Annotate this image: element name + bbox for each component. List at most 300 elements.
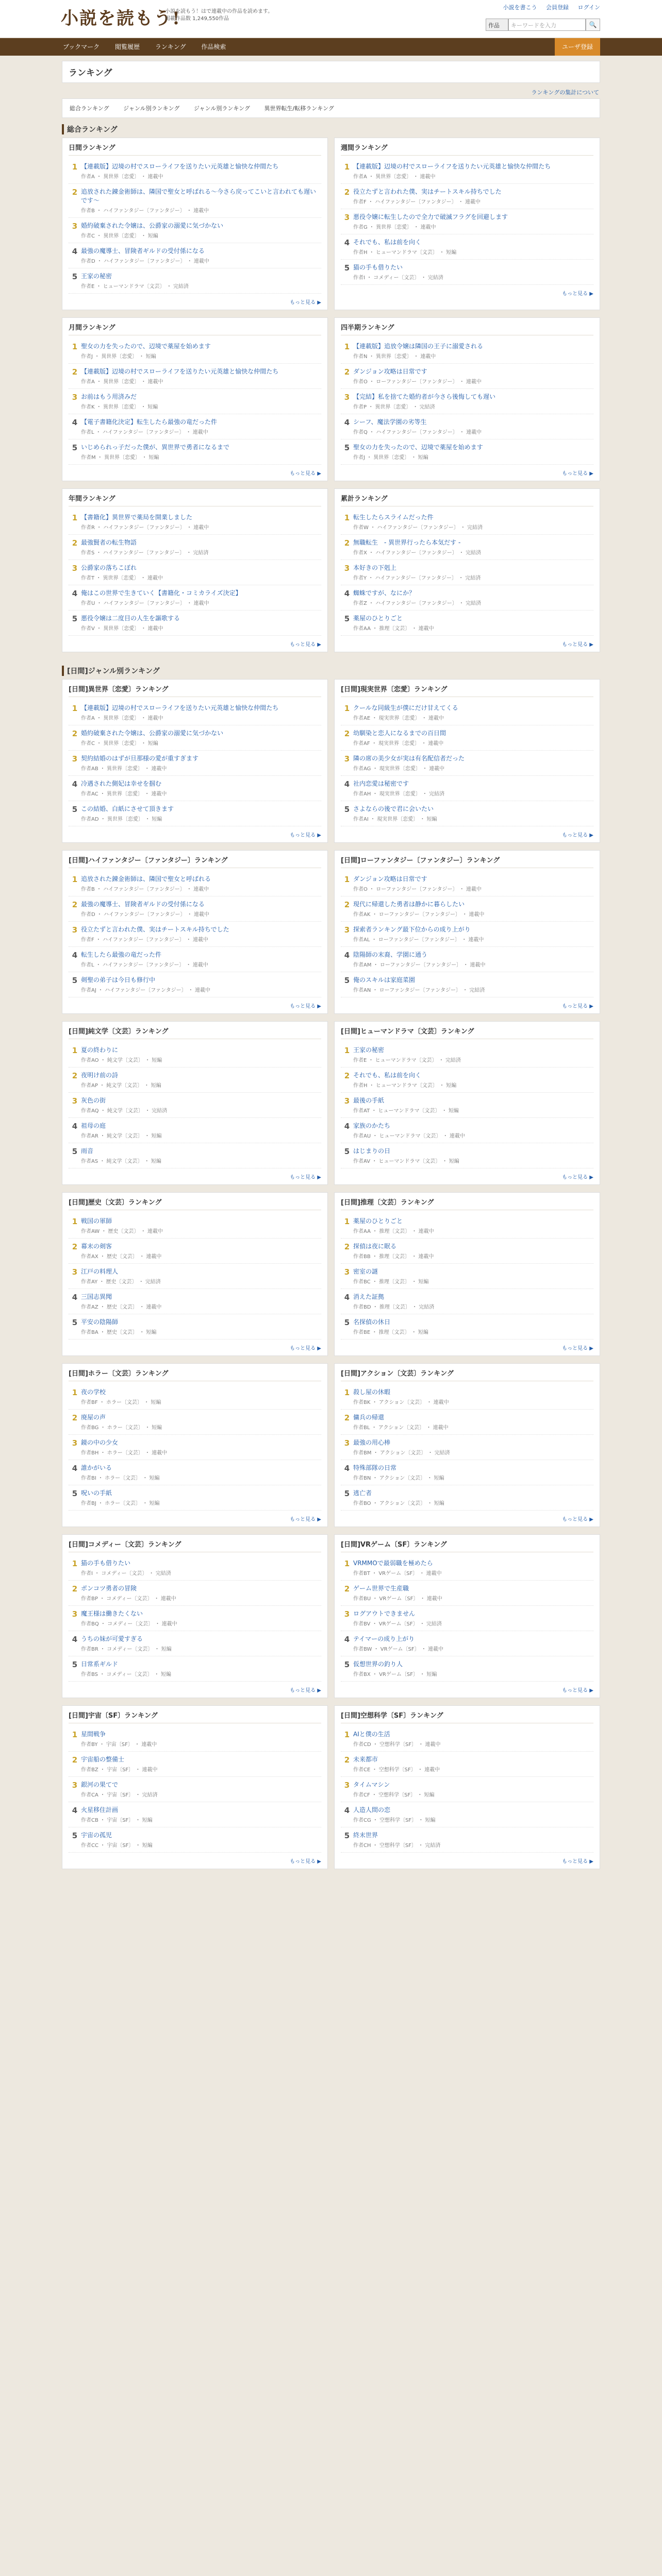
more-link[interactable]: もっと見る ▶ [562, 471, 593, 477]
work-title-link[interactable]: 追放された錬金術師は、隣国で聖女と呼ばれる [81, 875, 211, 883]
tab-isekai[interactable]: 異世界転生/転移ランキング [264, 105, 334, 112]
ranking-entry [81, 1781, 321, 1798]
ranking-row[interactable] [69, 243, 321, 268]
ranking-row[interactable] [341, 922, 593, 947]
work-title-link[interactable]: 雨音 [81, 1147, 94, 1155]
ranking-row[interactable] [69, 1555, 321, 1581]
work-meta: 作者D ・ ハイファンタジー〔ファンタジー〕 ・ 連載中 [81, 912, 209, 918]
ranking-row[interactable] [69, 268, 321, 294]
link-login[interactable]: ログイン [577, 4, 600, 11]
work-title-link[interactable]: 猫の手も借りたい [353, 264, 403, 271]
work-title-link[interactable]: 【連載版】追放令嬢は隣国の王子に溺愛される [353, 343, 484, 350]
ranking-row[interactable] [69, 922, 321, 947]
ranking-row[interactable] [341, 1631, 593, 1656]
rank-number: 5 [344, 263, 350, 273]
rank-number: 2 [72, 900, 78, 909]
work-title-link[interactable]: 悪役令嬢に転生したので全力で破滅フラグを回避します [353, 213, 508, 221]
work-title-link[interactable]: 家族のかたち [353, 1122, 391, 1129]
ranking-row[interactable] [69, 972, 321, 997]
work-title-link[interactable]: 探索者ランキング最下位からの成り上がり [353, 926, 471, 933]
ranking-row[interactable] [341, 1143, 593, 1168]
work-meta: 作者AH ・ 現実世界〔恋愛〕 ・ 完結済 [353, 791, 445, 797]
work-title-link[interactable]: 最強の用心棒 [353, 1439, 391, 1446]
work-meta: 作者Q ・ ハイファンタジー〔ファンタジー〕 ・ 連載中 [353, 430, 482, 435]
rank-number: 4 [72, 1635, 78, 1644]
work-title-link[interactable]: 俺はこの世界で生きていく【書籍化・コミカライズ決定】 [81, 589, 242, 597]
more-link[interactable]: もっと見る ▶ [290, 1517, 321, 1522]
work-title-link[interactable]: 夏の終わりに [81, 1046, 119, 1054]
more-link[interactable]: もっと見る ▶ [290, 471, 321, 477]
ranking-row[interactable] [341, 1410, 593, 1435]
work-title-link[interactable]: クールな同級生が僕にだけ甘えてくる [353, 704, 458, 711]
work-title-link[interactable]: 【連載版】辺境の村でスローライフを送りたい元英雄と愉快な仲間たち [81, 368, 279, 375]
ranking-row[interactable] [69, 1239, 321, 1264]
ranking-row[interactable] [341, 700, 593, 725]
work-title-link[interactable]: 最強賢者の転生物語 [81, 539, 137, 546]
work-title-link[interactable]: 薬屋のひとりごと [353, 615, 403, 622]
work-title-link[interactable]: AIと僕の生活 [353, 1731, 390, 1738]
work-title-link[interactable]: 【電子書籍化決定】転生したら最強の竜だった件 [81, 418, 218, 426]
more-link[interactable]: もっと見る ▶ [290, 1859, 321, 1865]
more-link[interactable]: もっと見る ▶ [562, 1175, 593, 1180]
work-title-link[interactable]: 追放された錬金術師は、隣国で聖女と呼ばれる〜今さら戻ってこいと言われても遅いです〜 [81, 188, 317, 204]
ranking-row[interactable] [69, 184, 321, 218]
ranking-entry [81, 162, 321, 180]
ranking-row[interactable] [69, 801, 321, 826]
ranking-entry [353, 1267, 593, 1285]
search-box [486, 19, 600, 31]
work-title-link[interactable]: 戦国の軍師 [81, 1217, 112, 1225]
ranking-entry [81, 367, 321, 385]
ranking-entry [353, 614, 593, 632]
more-link[interactable]: もっと見る ▶ [562, 1688, 593, 1693]
work-meta: 作者BA ・ 歴史〔文芸〕 ・ 短編 [81, 1330, 157, 1335]
work-title-link[interactable]: テイマーの成り上がり [353, 1635, 415, 1642]
ranking-box [334, 317, 600, 481]
work-title-link[interactable]: 三国志異聞 [81, 1293, 112, 1300]
work-title-link[interactable]: タイムマシン [353, 1781, 390, 1788]
work-title-link[interactable]: 宇宙船の整備士 [81, 1756, 125, 1763]
ranking-row[interactable] [341, 260, 593, 285]
more-link[interactable]: もっと見る ▶ [562, 1517, 593, 1522]
work-title-link[interactable]: 逃亡者 [353, 1489, 372, 1497]
more-link[interactable]: もっと見る ▶ [290, 1004, 321, 1009]
ranking-row[interactable] [69, 1213, 321, 1239]
ranking-row[interactable] [341, 184, 593, 209]
nav-ranking[interactable]: ランキング [155, 43, 186, 50]
ranking-row[interactable] [69, 1067, 321, 1093]
work-title-link[interactable]: 契約結婚のはずが旦那様の愛が重すぎます [81, 755, 199, 762]
work-title-link[interactable]: 夜明け前の詩 [81, 1072, 119, 1079]
work-title-link[interactable]: 最強の魔導士、冒険者ギルドの受付係になる [81, 247, 205, 255]
work-title-link[interactable]: 殺し屋の休暇 [353, 1388, 391, 1396]
ranking-entry [353, 263, 593, 281]
ranking-row[interactable] [69, 414, 321, 439]
rank-number: 1 [344, 1388, 350, 1397]
ranking-row[interactable] [69, 1384, 321, 1410]
work-title-link[interactable]: お前はもう用済みだ [81, 393, 137, 400]
work-title-link[interactable]: 星間戦争 [81, 1731, 106, 1738]
ranking-row[interactable] [341, 776, 593, 801]
work-title-link[interactable]: 人造人間の恋 [353, 1806, 391, 1814]
work-title-link[interactable]: 王家の秘密 [353, 1046, 385, 1054]
work-title-link[interactable]: 薬屋のひとりごと [353, 1217, 403, 1225]
ranking-row[interactable] [69, 1042, 321, 1067]
work-title-link[interactable]: 最後の手紙 [353, 1097, 385, 1104]
tab-genre-2[interactable]: ジャンル別ランキング [193, 105, 251, 112]
ranking-row[interactable] [69, 947, 321, 972]
work-title-link[interactable]: 【連載版】辺境の村でスローライフを送りたい元英雄と愉快な仲間たち [353, 163, 551, 170]
work-title-link[interactable]: 剣聖の弟子は今日も修行中 [81, 976, 156, 984]
work-title-link[interactable]: 役立たずと言われた僕、実はチートスキル持ちでした [81, 926, 229, 933]
ranking-row[interactable] [341, 1656, 593, 1682]
ranking-about-link[interactable]: ランキングの集計について [531, 89, 599, 96]
ranking-row[interactable] [69, 535, 321, 560]
work-meta: 作者AL ・ ローファンタジー〔ファンタジー〕 ・ 連載中 [353, 937, 484, 943]
ranking-row[interactable] [69, 1410, 321, 1435]
work-title-link[interactable]: 現代に帰還した勇者は静かに暮らしたい [353, 901, 465, 908]
ranking-row[interactable] [69, 1264, 321, 1289]
work-title-link[interactable]: ダンジョン攻略は日常です [353, 875, 427, 883]
ranking-row[interactable] [341, 751, 593, 776]
ranking-row[interactable] [341, 611, 593, 636]
rank-number: 1 [72, 704, 78, 713]
work-meta: 作者BC ・ 推理〔文芸〕 ・ 短編 [353, 1279, 429, 1285]
work-meta: 作者B ・ ハイファンタジー〔ファンタジー〕 ・ 連載中 [81, 887, 209, 892]
ranking-row[interactable] [69, 1777, 321, 1802]
ranking-entry [353, 729, 593, 747]
work-title-link[interactable]: ログアウトできません [353, 1610, 416, 1617]
work-title-link[interactable]: 銀河の果てで [81, 1781, 119, 1788]
ranking-row[interactable] [341, 1239, 593, 1264]
more-link[interactable]: もっと見る ▶ [562, 1859, 593, 1865]
work-title-link[interactable]: 廃屋の声 [81, 1414, 106, 1421]
ranking-entry [353, 754, 593, 772]
ranking-row[interactable] [341, 1118, 593, 1143]
ranking-row[interactable] [69, 1752, 321, 1777]
more-link[interactable]: もっと見る ▶ [562, 291, 593, 297]
ranking-row[interactable] [341, 972, 593, 997]
more-link[interactable]: もっと見る ▶ [562, 642, 593, 648]
ranking-row[interactable] [69, 896, 321, 922]
ranking-row[interactable] [69, 871, 321, 896]
ranking-row[interactable] [341, 1435, 593, 1460]
more-link[interactable]: もっと見る ▶ [562, 833, 593, 838]
link-write[interactable]: 小説を書こう [503, 4, 537, 11]
ranking-row[interactable] [341, 896, 593, 922]
work-title-link[interactable]: 誰かがいる [81, 1464, 112, 1471]
work-title-link[interactable]: 江戸の料理人 [81, 1268, 119, 1275]
search-button[interactable]: 🔍 [586, 19, 600, 31]
more-link[interactable]: もっと見る ▶ [290, 1688, 321, 1693]
ranking-row[interactable] [69, 1143, 321, 1168]
ranking-row[interactable] [341, 560, 593, 585]
nav-user-register[interactable]: ユーザ登録 [555, 38, 600, 56]
ranking-row[interactable] [341, 1802, 593, 1827]
ranking-row[interactable] [341, 1555, 593, 1581]
more-link[interactable]: もっと見る ▶ [562, 1346, 593, 1351]
ranking-row[interactable] [341, 1264, 593, 1289]
ranking-entry [81, 1096, 321, 1114]
work-meta: 作者AB ・ 異世界〔恋愛〕 ・ 連載中 [81, 766, 167, 772]
link-register[interactable]: 会員登録 [546, 4, 569, 11]
ranking-row[interactable] [69, 1289, 321, 1314]
ranking-row[interactable] [341, 1777, 593, 1802]
ranking-box [334, 1192, 600, 1356]
nav-search[interactable]: 作品検索 [201, 43, 226, 50]
work-title-link[interactable]: 婚約破棄された令嬢は、公爵家の溺愛に気づかない [81, 222, 224, 229]
search-select[interactable]: 作品 [486, 19, 508, 31]
more-link[interactable]: もっと見る ▶ [290, 642, 321, 648]
work-title-link[interactable]: 【連載版】辺境の村でスローライフを送りたい元英雄と愉快な仲間たち [81, 704, 279, 711]
rank-number: 4 [72, 247, 78, 256]
ranking-row[interactable] [69, 776, 321, 801]
work-title-link[interactable]: 魔王様は働きたくない [81, 1610, 143, 1617]
work-title-link[interactable]: 無職転生 - 異世界行ったら本気だす - [353, 539, 461, 546]
work-title-link[interactable]: 幕末の剣客 [81, 1243, 112, 1250]
ranking-row[interactable] [69, 1726, 321, 1752]
work-title-link[interactable]: 俺のスキルは家庭菜園 [353, 976, 415, 984]
more-link[interactable]: もっと見る ▶ [290, 833, 321, 838]
work-title-link[interactable]: それでも、私は前を向く [353, 1072, 422, 1079]
ranking-row[interactable] [341, 1384, 593, 1410]
work-title-link[interactable]: 呪いの手紙 [81, 1489, 112, 1497]
more-link[interactable]: もっと見る ▶ [290, 300, 321, 306]
rank-number: 3 [72, 1267, 78, 1277]
ranking-row[interactable] [341, 1752, 593, 1777]
ranking-row[interactable] [341, 364, 593, 389]
work-title-link[interactable]: 【完結】私を捨てた婚約者が今さら後悔しても遅い [353, 393, 496, 400]
ranking-row[interactable] [341, 725, 593, 751]
ranking-row[interactable] [341, 1042, 593, 1067]
ranking-entry [353, 1559, 593, 1577]
work-title-link[interactable]: 聖女の力を失ったので、辺境で薬屋を始めます [353, 444, 483, 451]
work-title-link[interactable]: ダンジョン攻略は日常です [353, 368, 427, 375]
search-input[interactable]: キーワードを入力 [508, 19, 586, 31]
rank-number: 3 [72, 1781, 78, 1790]
ranking-row[interactable] [341, 1726, 593, 1752]
ranking-row[interactable] [69, 1093, 321, 1118]
work-title-link[interactable]: 宇宙の孤児 [81, 1832, 112, 1839]
work-title-link[interactable]: 王家の秘密 [81, 273, 112, 280]
work-title-link[interactable]: ゲーム世界で生産職 [353, 1585, 409, 1592]
ranking-row[interactable] [341, 209, 593, 234]
ranking-row[interactable] [341, 585, 593, 611]
work-title-link[interactable]: 終末世界 [353, 1832, 378, 1839]
ranking-row[interactable] [69, 389, 321, 414]
work-title-link[interactable]: 最強の魔導士、冒険者ギルドの受付係になる [81, 901, 205, 908]
work-title-link[interactable]: この結婚、白紙にさせて頂きます [81, 805, 174, 812]
nav-bookmark[interactable]: ブックマーク [63, 43, 100, 50]
rank-number: 5 [72, 1489, 78, 1498]
ranking-entry [353, 779, 593, 797]
work-title-link[interactable]: VRMMOで最弱職を極めたら [353, 1560, 433, 1567]
work-meta: 作者BE ・ 推理〔文芸〕 ・ 短編 [353, 1330, 428, 1335]
ranking-row[interactable] [341, 535, 593, 560]
work-title-link[interactable]: さよならの後で君に会いたい [353, 805, 434, 812]
tab-genre[interactable]: ジャンル別ランキング [123, 105, 180, 112]
work-title-link[interactable]: 【書籍化】異世界で薬局を開業しました [81, 514, 193, 521]
rank-number: 4 [344, 779, 350, 789]
work-title-link[interactable]: 火星移住計画 [81, 1806, 119, 1814]
ranking-row[interactable] [341, 1093, 593, 1118]
work-title-link[interactable]: 蜘蛛ですが、なにか？ [353, 589, 416, 597]
work-title-link[interactable]: 特殊部隊の日常 [353, 1464, 397, 1471]
ranking-row[interactable] [341, 1485, 593, 1511]
work-title-link[interactable]: うちの妹が可愛すぎる [81, 1635, 143, 1642]
ranking-row[interactable] [341, 1213, 593, 1239]
work-title-link[interactable]: 役立たずと言われた僕、実はチートスキル持ちでした [353, 188, 502, 195]
work-meta: 作者A ・ 異世界〔恋愛〕 ・ 連載中 [81, 379, 163, 385]
ranking-row[interactable] [69, 611, 321, 636]
ranking-box [334, 1363, 600, 1527]
tab-overall[interactable]: 総合ランキング [70, 105, 109, 112]
work-title-link[interactable]: 探偵は夜に眠る [353, 1243, 397, 1250]
rank-number: 1 [72, 875, 78, 884]
work-meta: 作者F ・ ハイファンタジー〔ファンタジー〕 ・ 連載中 [353, 199, 481, 205]
work-title-link[interactable]: 名探偵の休日 [353, 1318, 391, 1326]
work-title-link[interactable]: 密室の謎 [353, 1268, 378, 1275]
work-meta: 作者BS ・ コメディー〔文芸〕 ・ 短編 [81, 1672, 171, 1677]
work-title-link[interactable]: 陰陽師の末裔、学園に通う [353, 951, 428, 958]
rank-number: 2 [344, 729, 350, 738]
work-title-link[interactable]: 平安の陰陽師 [81, 1318, 119, 1326]
ranking-row[interactable] [69, 218, 321, 243]
more-link[interactable]: もっと見る ▶ [562, 1004, 593, 1009]
work-title-link[interactable]: 隣の席の美少女が実は有名配信者だった [353, 755, 465, 762]
site-logo[interactable]: 小説を読もう! [61, 8, 181, 29]
ranking-row[interactable] [69, 700, 321, 725]
nav-history[interactable]: 閲覧履歴 [115, 43, 140, 50]
ranking-box-title: [日間]ハイファンタジー〔ファンタジー〕ランキング [69, 855, 321, 868]
ranking-row[interactable] [341, 1581, 593, 1606]
ranking-row[interactable] [69, 585, 321, 611]
rank-number: 5 [72, 272, 78, 281]
ranking-row[interactable] [69, 1827, 321, 1853]
ranking-row[interactable] [341, 1314, 593, 1340]
work-title-link[interactable]: 日常系ギルド [81, 1660, 118, 1668]
ranking-row[interactable] [69, 364, 321, 389]
work-title-link[interactable]: ポンコツ勇者の冒険 [81, 1585, 137, 1592]
ranking-row[interactable] [341, 510, 593, 535]
ranking-row[interactable] [341, 234, 593, 260]
rank-number: 4 [344, 238, 350, 247]
ranking-row[interactable] [341, 414, 593, 439]
ranking-row[interactable] [341, 801, 593, 826]
work-meta: 作者C ・ 異世界〔恋愛〕 ・ 短編 [81, 741, 158, 747]
work-meta: 作者B ・ ハイファンタジー〔ファンタジー〕 ・ 連載中 [81, 208, 209, 214]
ranking-row[interactable] [69, 1118, 321, 1143]
work-title-link[interactable]: 【連載版】辺境の村でスローライフを送りたい元英雄と愉快な仲間たち [81, 163, 279, 170]
ranking-box-title: 年間ランキング [69, 493, 321, 506]
work-meta: 作者CA ・ 宇宙〔SF〕 ・ 完結済 [81, 1792, 158, 1798]
ranking-row[interactable] [341, 1289, 593, 1314]
ranking-row[interactable] [69, 751, 321, 776]
work-title-link[interactable]: 転生したらスライムだった件 [353, 514, 434, 521]
work-title-link[interactable]: 冷遇された側妃は幸せを掴む [81, 780, 162, 787]
rank-number: 4 [344, 589, 350, 598]
ranking-entry [81, 1584, 321, 1602]
work-title-link[interactable]: 猫の手も借りたい [81, 1560, 131, 1567]
work-title-link[interactable]: いじめられっ子だった僕が、異世界で勇者になるまで [81, 444, 230, 451]
work-title-link[interactable]: シーフ、魔法学園の劣等生 [353, 418, 427, 426]
work-title-link[interactable]: 傭兵の帰還 [353, 1414, 385, 1421]
ranking-row[interactable] [69, 1606, 321, 1631]
ranking-row[interactable] [69, 510, 321, 535]
ranking-row[interactable] [341, 871, 593, 896]
rank-number: 4 [344, 1464, 350, 1473]
ranking-row[interactable] [341, 338, 593, 364]
work-title-link[interactable]: それでも、私は前を向く [353, 239, 422, 246]
ranking-row[interactable] [69, 1435, 321, 1460]
ranking-entry [81, 1267, 321, 1285]
ranking-row[interactable] [341, 439, 593, 465]
rank-number: 5 [344, 1660, 350, 1669]
rank-number: 1 [72, 342, 78, 351]
ranking-row[interactable] [341, 389, 593, 414]
ranking-row[interactable] [69, 159, 321, 184]
ranking-row[interactable] [69, 1581, 321, 1606]
ranking-row[interactable] [341, 159, 593, 184]
work-title-link[interactable]: 仮想世界の釣り人 [353, 1660, 403, 1668]
ranking-row[interactable] [69, 1802, 321, 1827]
ranking-row[interactable] [341, 1067, 593, 1093]
work-title-link[interactable]: 祖母の庭 [81, 1122, 106, 1129]
work-title-link[interactable]: 聖女の力を失ったので、辺境で薬屋を始めます [81, 343, 211, 350]
ranking-entry [81, 1635, 321, 1652]
ranking-row[interactable] [341, 947, 593, 972]
ranking-row[interactable] [69, 725, 321, 751]
work-title-link[interactable]: 消えた証拠 [353, 1293, 385, 1300]
ranking-row[interactable] [69, 338, 321, 364]
work-title-link[interactable]: 鏡の中の少女 [81, 1439, 119, 1446]
ranking-row[interactable] [69, 1631, 321, 1656]
rank-number: 5 [344, 805, 350, 814]
rank-number: 2 [72, 538, 78, 548]
ranking-row[interactable] [69, 1314, 321, 1340]
rank-number: 3 [344, 564, 350, 573]
work-title-link[interactable]: 夜の学校 [81, 1388, 106, 1396]
ranking-row[interactable] [341, 1827, 593, 1853]
ranking-row[interactable] [69, 1460, 321, 1485]
rank-number: 1 [344, 342, 350, 351]
ranking-entry [81, 538, 321, 556]
ranking-box-title: [日間]現実世界〔恋愛〕ランキング [341, 684, 593, 697]
rank-number: 2 [344, 900, 350, 909]
ranking-row[interactable] [341, 1606, 593, 1631]
ranking-row[interactable] [69, 560, 321, 585]
work-title-link[interactable]: 本好きの下剋上 [353, 564, 397, 571]
ranking-row[interactable] [69, 439, 321, 465]
rank-number: 3 [344, 1609, 350, 1619]
work-title-link[interactable]: 社内恋愛は秘密です [353, 780, 409, 787]
ranking-row[interactable] [341, 1460, 593, 1485]
work-title-link[interactable]: 幼馴染と恋人になるまでの百日間 [353, 730, 446, 737]
work-meta: 作者Y ・ ハイファンタジー〔ファンタジー〕 ・ 完結済 [353, 575, 481, 581]
work-title-link[interactable]: 転生したら最強の竜だった件 [81, 951, 162, 958]
work-title-link[interactable]: 婚約破棄された令嬢は、公爵家の溺愛に気づかない [81, 730, 224, 737]
ranking-row[interactable] [69, 1485, 321, 1511]
work-title-link[interactable]: 未来都市 [353, 1756, 378, 1763]
more-link[interactable]: もっと見る ▶ [290, 1346, 321, 1351]
ranking-box [62, 679, 328, 843]
work-title-link[interactable]: 悪役令嬢は二度目の人生を謳歌する [81, 615, 180, 622]
ranking-row[interactable] [69, 1656, 321, 1682]
work-title-link[interactable]: 灰色の街 [81, 1097, 106, 1104]
more-link[interactable]: もっと見る ▶ [290, 1175, 321, 1180]
work-title-link[interactable]: はじまりの日 [353, 1147, 391, 1155]
work-title-link[interactable]: 公爵家の落ちこぼれ [81, 564, 137, 571]
